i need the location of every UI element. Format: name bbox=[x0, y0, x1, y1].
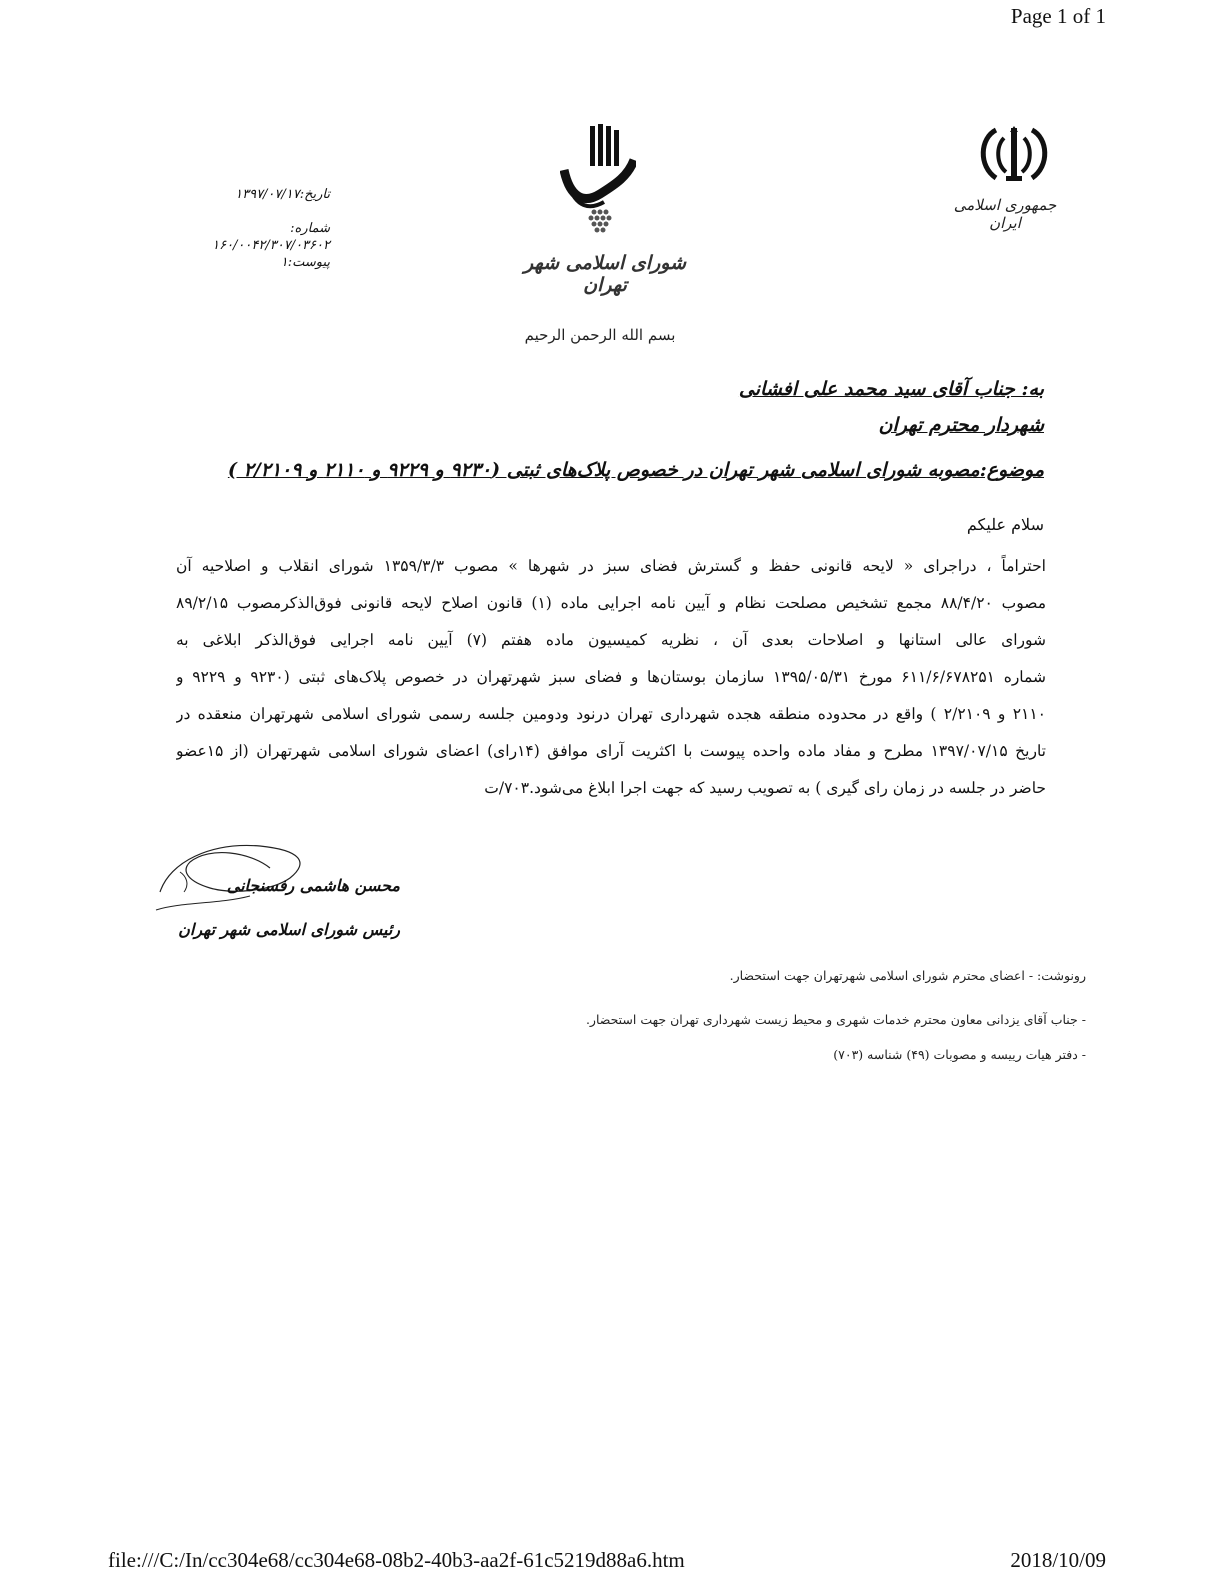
iran-emblem-icon bbox=[966, 124, 1062, 184]
footer-file-path: file:///C:/In/cc304e68/cc304e68-08b2-40b3-aa2f-61c5219d88a6.htm bbox=[108, 1548, 685, 1572]
body-line: حاضر در جلسه در زمان رای گیری ) به تصویب رسید که جهت اجرا ابلاغ می‌شود.۷۰۳/ت bbox=[484, 779, 1046, 797]
signer-title: رئیس شورای اسلامی شهر تهران bbox=[178, 920, 400, 939]
body-line: احتراماً ، دراجرای « لایحه قانونی حفظ و گسترش فضای سبز در شهرها » مصوب ۱۳۵۹/۳/۳ شورای انقلاب و اصلاحیه آن bbox=[176, 557, 1046, 575]
signer-name: محسن هاشمی رفسنجانی bbox=[226, 876, 400, 895]
letter-subject: موضوع:مصوبه شورای اسلامی شهر تهران در خصوص پلاک‌های ثبتی (۹۲۳۰ و ۹۲۲۹ و ۲۱۱۰ و ۲/۲۱۰۹ ) bbox=[227, 459, 1044, 481]
page-number: Page 1 of 1 bbox=[1010, 4, 1106, 28]
letter-number-label: شماره: bbox=[290, 221, 330, 236]
recipient-line: به: جناب آقای سید محمد علی افشانی bbox=[738, 378, 1044, 400]
bismillah: بسم الله الرحمن الرحیم bbox=[524, 326, 676, 344]
body-line: شورای عالی استانها و اصلاحات بعدی آن ، نظریه کمیسیون ماده هفتم (۷) آیین نامه اجرایی فوق‌الذکر ابلاغی به bbox=[176, 631, 1046, 649]
body-line: تاریخ ۱۳۹۷/۰۷/۱۵ مطرح و مفاد ماده واحده پیوست با اکثریت آرای موافق (۱۴رای) اعضای شورای اسلامی شهرتهران (از ۱۵عضو bbox=[176, 742, 1046, 760]
footer-date: 2018/10/09 bbox=[1010, 1548, 1106, 1572]
body-line: شماره ۶۱۱/۶/۶۷۸۲۵۱ مورخ ۱۳۹۵/۰۵/۳۱ سازمان بوستان‌ها و فضای سبز شهرتهران در خصوص پلاک‌های ثبتی (۹۲۳۰ و ۹۲۲۹ و bbox=[176, 668, 1046, 686]
council-logo-icon bbox=[560, 120, 636, 238]
recipient-title: شهردار محترم تهران bbox=[878, 414, 1044, 436]
cc-line: - دفتر هیات رییسه و مصوبات (۴۹) شناسه (۷۰۳) bbox=[833, 1047, 1086, 1062]
cc-line: - جناب آقای یزدانی معاون محترم خدمات شهری و محیط زیست شهرداری تهران جهت استحضار. bbox=[585, 1012, 1086, 1027]
letter-date: تاریخ:۱۳۹۷/۰۷/۱۷ bbox=[235, 187, 330, 202]
letter-number-value: ۱۶۰/۰۰۴۲/۳۰۷/۰۳۶۰۲ bbox=[212, 238, 330, 253]
body-line: ۲۱۱۰ و ۲/۲۱۰۹ ) واقع در محدوده منطقه هجده شهرداری تهران درنود ودومین جلسه رسمی شورای اسلامی شهرتهران منعقده در bbox=[176, 705, 1046, 723]
cc-line: رونوشت: - اعضای محترم شورای اسلامی شهرتهران جهت استحضار. bbox=[729, 968, 1086, 983]
council-logo-caption: شورای اسلامی شهر تهران bbox=[523, 252, 686, 296]
salutation: سلام علیکم bbox=[966, 515, 1044, 534]
letter-body bbox=[176, 548, 1046, 807]
letter-meta bbox=[190, 186, 330, 271]
emblem-caption: جمهوری اسلامی ایران bbox=[953, 196, 1057, 232]
letter-attachment: پیوست:۱ bbox=[280, 255, 330, 270]
body-line: مصوب ۸۸/۴/۲۰ مجمع تشخیص مصلحت نظام و آیین نامه اجرایی ماده (۱) قانون اصلاح لایحه قانونی فوق‌الذکرمصوب ۸۹/۲/۱۵ bbox=[176, 594, 1046, 612]
